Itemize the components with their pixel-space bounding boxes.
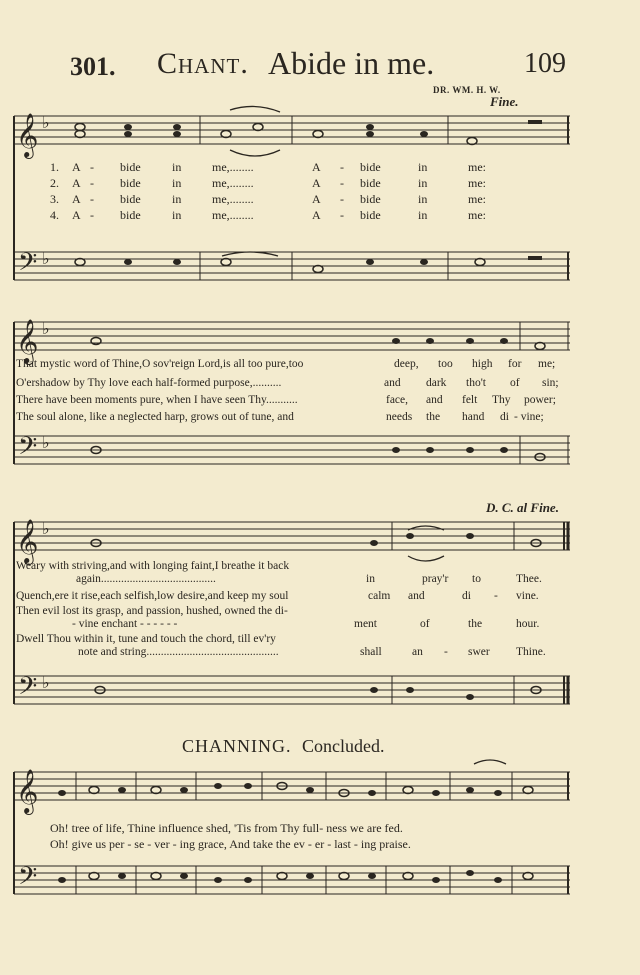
text-line: The soul alone, like a neglected harp, grows out of tune, and needs the hand di - vine; (16, 411, 544, 423)
text-line: Dwell Thou within it, tune and touch the chord, till ev'ry (16, 633, 276, 645)
channing-lyric-line-2: Oh! give us per - se - ver - ing grace, And take the ev - er - last - ing praise. (50, 837, 411, 851)
staff-2-treble (14, 322, 570, 350)
dc-al-fine: D. C. al Fine. (486, 500, 559, 515)
bass-clef-icon: 𝄢 (18, 862, 38, 897)
composer: DR. WM. H. W. (433, 85, 501, 95)
treble-clef-icon: 𝄞 (16, 319, 39, 363)
staff-4-treble (14, 772, 570, 800)
svg-text:♭: ♭ (42, 433, 50, 452)
treble-clef-icon: 𝄞 (16, 519, 39, 563)
hymn-number: 301. (70, 52, 116, 81)
bass-clef-icon: 𝄢 (18, 248, 38, 283)
bass-clef-icon: 𝄢 (18, 672, 38, 707)
channing-title: CHANNING. Concluded. (182, 736, 385, 756)
chant-label: Chant. (157, 47, 249, 80)
staff-4-bass (14, 866, 570, 894)
page-number: 109 (524, 48, 566, 79)
hymn-title: Abide in me. (268, 45, 435, 81)
treble-clef-icon: 𝄞 (16, 113, 39, 157)
svg-text:♭: ♭ (42, 673, 50, 692)
fine-mark: Fine. (490, 94, 519, 109)
channing-lyric-line-1: Oh! tree of life, Thine influence shed, 'Tis from Thy full- ness we are fed. (50, 821, 403, 835)
svg-text:♭: ♭ (42, 319, 50, 338)
svg-text:♭: ♭ (42, 249, 50, 268)
text-line: Quench,ere it rise,each selfish,low desire,and keep my soul calm and di - vine. (16, 590, 539, 602)
staff-3-bass (14, 676, 570, 704)
text-line: O'ershadow by Thy love each half-formed purpose,.......... and dark tho't of sin; (16, 377, 559, 389)
staff-2-bass (14, 436, 570, 464)
text-line: Weary with striving,and with longing faint,I breathe it back (16, 560, 290, 572)
svg-text:♭: ♭ (42, 519, 50, 538)
text-line: There have been moments pure, when I have seen Thy........... face, and felt Thy power; (16, 394, 556, 406)
bass-clef-icon: 𝄢 (18, 432, 38, 467)
svg-text:♭: ♭ (42, 113, 50, 132)
text-line: That mystic word of Thine,O sov'reign Lord,is all too pure,too deep, too high for me; (16, 358, 556, 370)
treble-clef-icon: 𝄞 (16, 769, 39, 813)
text-line: Then evil lost its grasp, and passion, hushed, owned the di- (16, 605, 288, 617)
